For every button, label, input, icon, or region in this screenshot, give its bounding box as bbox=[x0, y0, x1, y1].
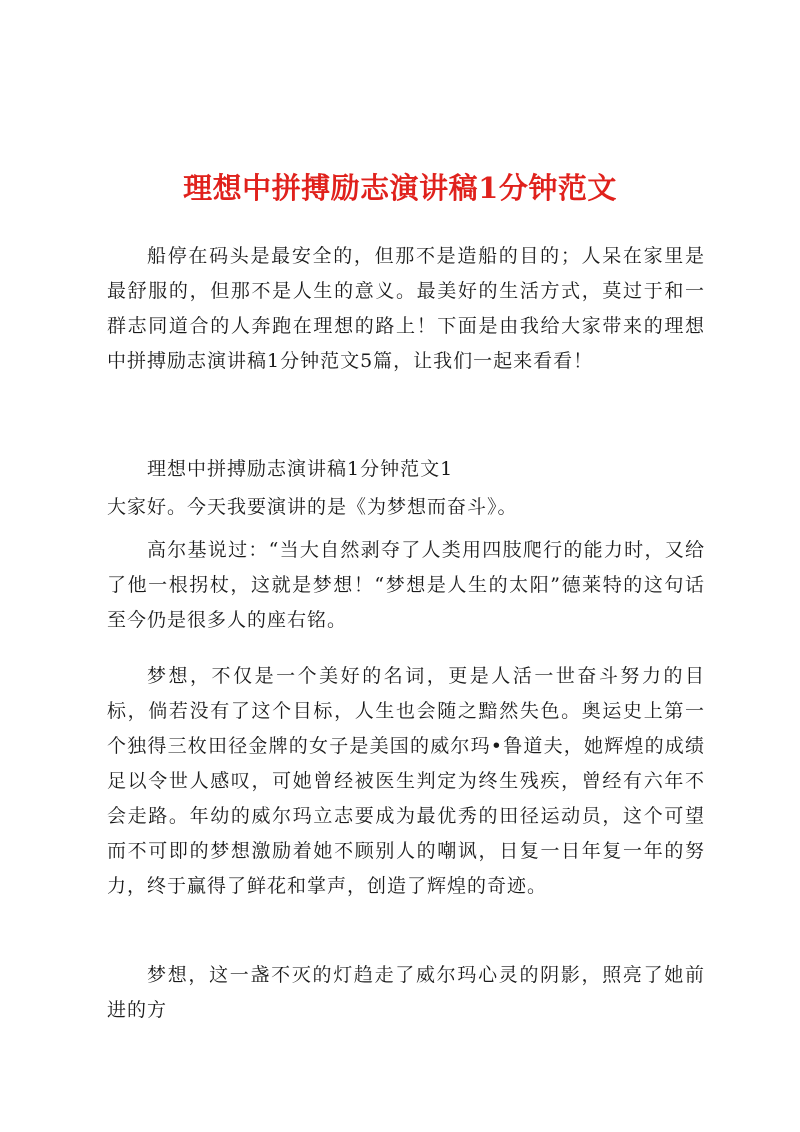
document-title: 理想中拼搏励志演讲稿1分钟范文 bbox=[183, 171, 617, 205]
section-heading: 理想中拼搏励志演讲稿1分钟范文1 bbox=[147, 458, 454, 480]
body-paragraph-1: 高尔基说过：“当大自然剥夺了人类用四肢爬行的能力时，又给了他一根拐杖，这就是梦想！“梦想是人生的太阳”德莱特的这句话至今仍是很多人的座右铭。 bbox=[107, 539, 705, 631]
greeting-paragraph: 大家好。今天我要演讲的是《为梦想而奋斗》。 bbox=[107, 496, 518, 518]
body-paragraph-2: 梦想，不仅是一个美好的名词，更是人活一世奋斗努力的目标，倘若没有了这个目标，人生也会随之黯然失色。奥运史上第一个独得三枚田径金牌的女子是美国的威尔玛•鲁道夫，她辉煌的成绩足以令世人感叹，可她曾经被医生判定为终生残疾，曾经有六年不会走路。年幼的威尔玛立志要成为最优秀的田径运动员，这个可望而不可即的梦想激励着她不顾别人的嘲讽，日复一日年复一年的努力，终于赢得了鲜花和掌声，创造了辉煌的奇迹。 bbox=[107, 665, 705, 897]
body-paragraph-3: 梦想，这一盏不灭的灯趋走了威尔玛心灵的阴影，照亮了她前进的方 bbox=[107, 964, 705, 1021]
intro-paragraph: 船停在码头是最安全的，但那不是造船的目的；人呆在家里是最舒服的，但那不是人生的意义。最美好的生活方式，莫过于和一群志同道合的人奔跑在理想的路上！下面是由我给大家带来的理想中拼搏励志演讲稿1分钟范文5篇，让我们一起来看看！ bbox=[107, 245, 705, 372]
